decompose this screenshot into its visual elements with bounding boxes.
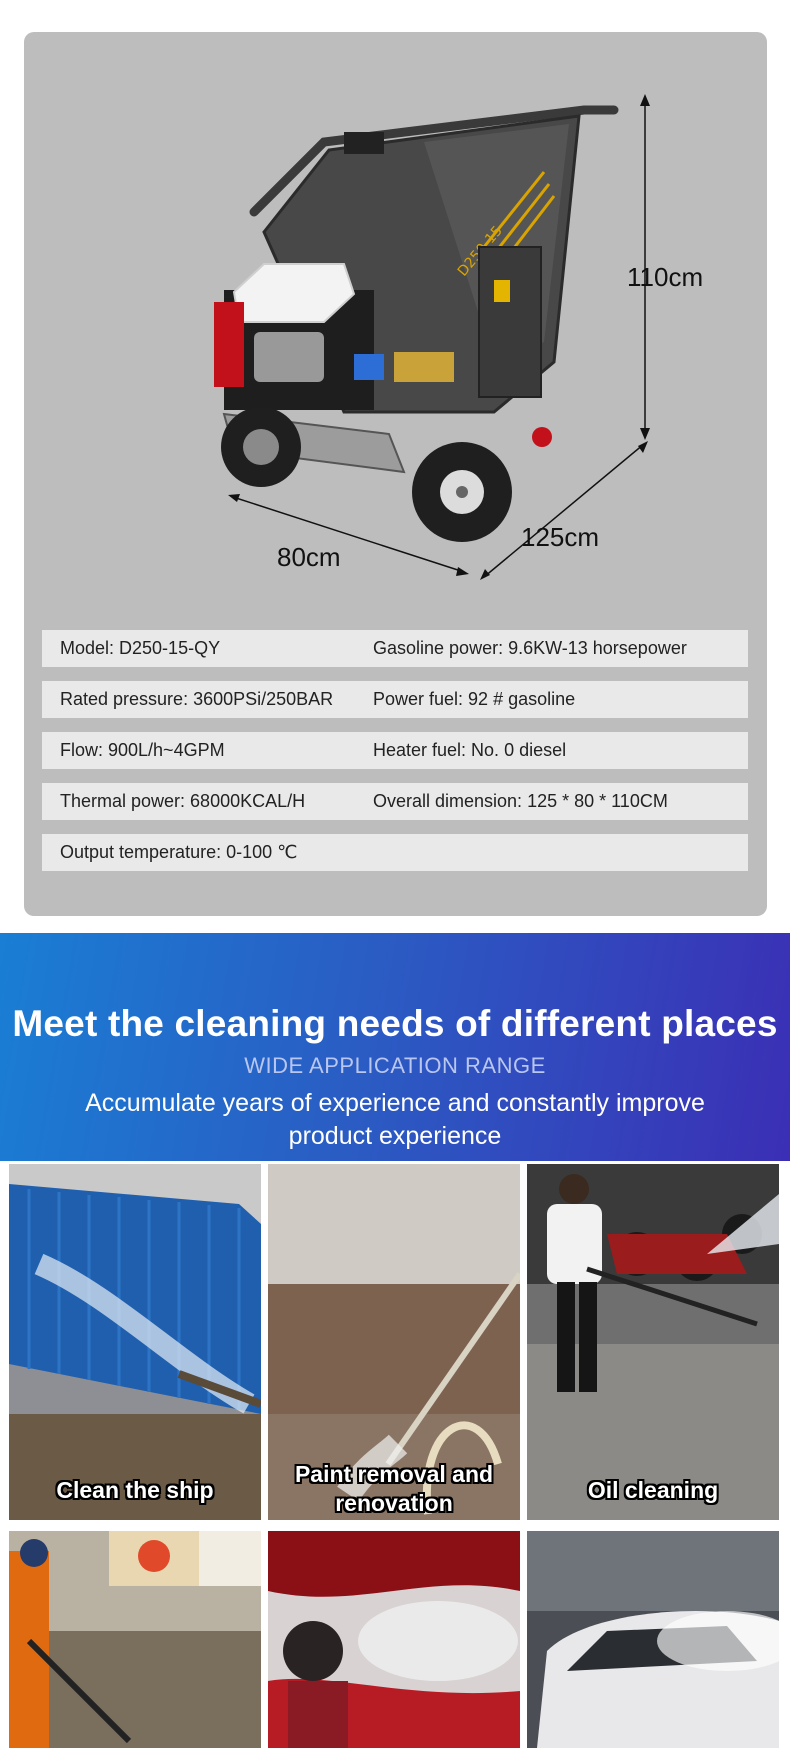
banner-description: Accumulate years of experience and constantly improve product experience bbox=[85, 1089, 705, 1150]
spec-row bbox=[42, 834, 748, 871]
photo-paint-removal bbox=[268, 1164, 520, 1520]
spec-row bbox=[42, 681, 748, 718]
product-card bbox=[24, 32, 767, 916]
height-dimension-label: 110cm bbox=[627, 262, 704, 292]
pressure-washer-illustration bbox=[24, 32, 767, 612]
photo-oil-cleaning bbox=[527, 1164, 779, 1520]
spec-gasoline-power: Gasoline power: 9.6KW-13 horsepower bbox=[373, 638, 687, 658]
spec-rated-pressure: Rated pressure: 3600PSi/250BAR bbox=[60, 689, 334, 709]
width-dimension-label: 80cm bbox=[277, 542, 341, 572]
photo-clean-the-ship bbox=[9, 1164, 261, 1520]
spec-output-temperature: Output temperature: 0-100 ℃ bbox=[60, 842, 298, 862]
photo-caption: Oil cleaning bbox=[587, 1477, 719, 1503]
length-dimension-label: 125cm bbox=[521, 522, 600, 552]
photo-caption: Paint removal and renovation bbox=[294, 1461, 494, 1516]
spec-row bbox=[42, 732, 748, 769]
spec-overall-dimension: Overall dimension: 125 * 80 * 110CM bbox=[373, 791, 668, 811]
banner-title: Meet the cleaning needs of different places bbox=[12, 1003, 778, 1044]
photo-caption: Clean the ship bbox=[56, 1477, 214, 1503]
photo-car-washing bbox=[527, 1531, 779, 1748]
spec-row bbox=[42, 783, 748, 820]
photo-car-interior-cleaning bbox=[268, 1531, 520, 1748]
application-banner bbox=[0, 933, 790, 1161]
banner-subtitle: WIDE APPLICATION RANGE bbox=[244, 1053, 546, 1078]
spec-row bbox=[42, 630, 748, 667]
spec-thermal-power: Thermal power: 68000KCAL/H bbox=[60, 791, 306, 811]
spec-heater-fuel: Heater fuel: No. 0 diesel bbox=[373, 740, 567, 760]
photo-street-cleaning bbox=[9, 1531, 261, 1748]
spec-model: Model: D250-15-QY bbox=[60, 638, 221, 658]
spec-flow: Flow: 900L/h~4GPM bbox=[60, 740, 225, 760]
spec-power-fuel: Power fuel: 92 # gasoline bbox=[373, 689, 576, 709]
